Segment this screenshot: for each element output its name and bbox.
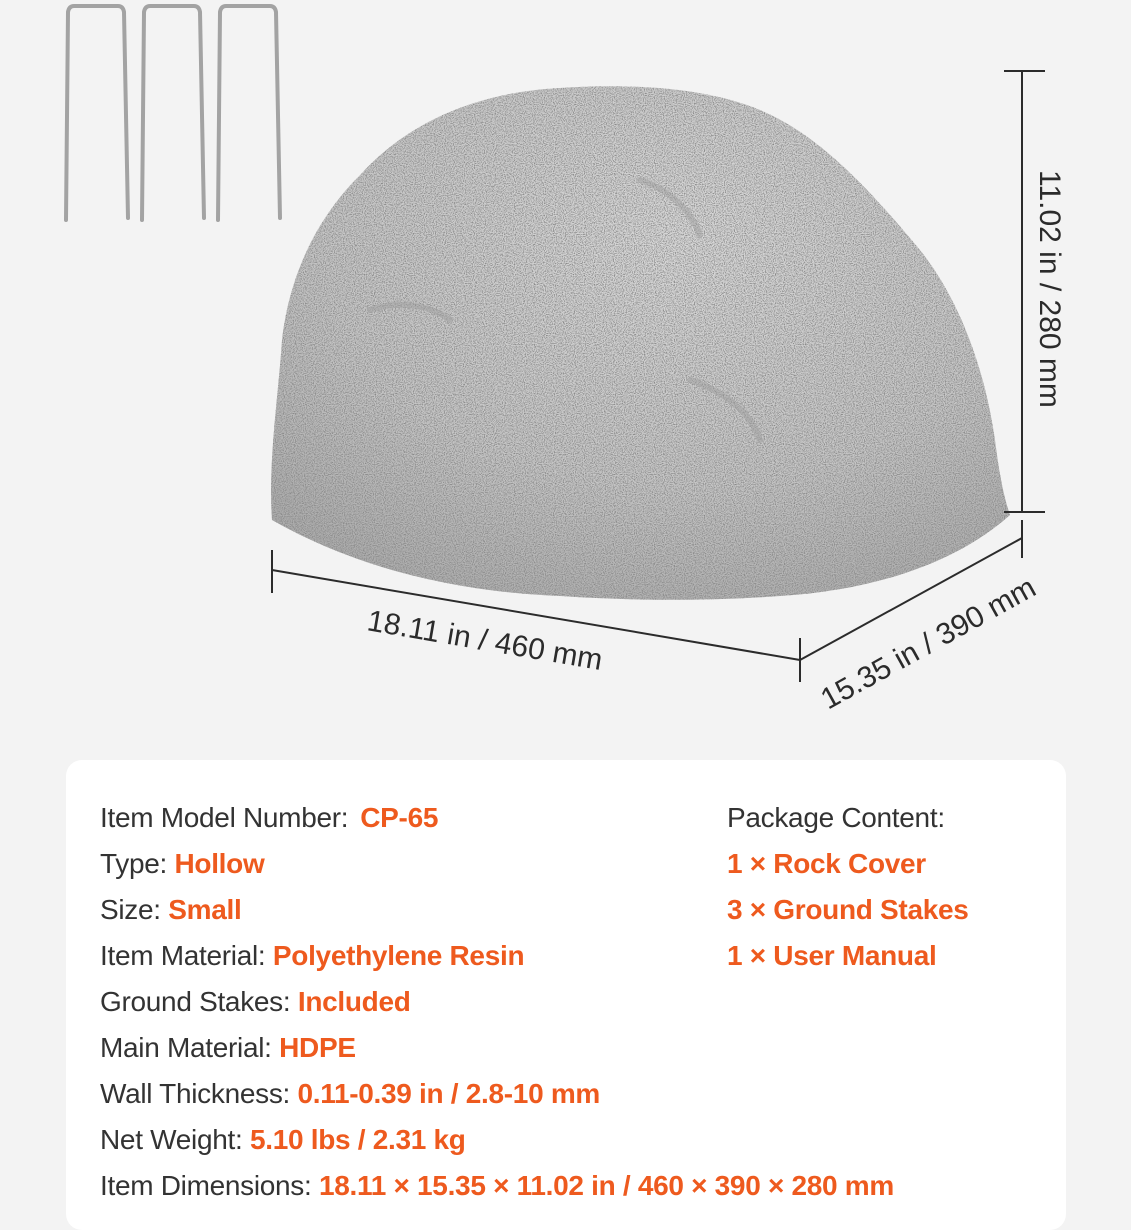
spec-value: Small — [168, 894, 242, 925]
package-content-title: Package Content: — [727, 802, 945, 833]
ground-stakes-icon — [66, 6, 280, 220]
spec-label: Main Material: — [100, 1032, 272, 1063]
package-content — [727, 798, 969, 982]
spec-value: 18.11 × 15.35 × 11.02 in / 460 × 390 × 280 mm — [318, 1170, 894, 1201]
rock-cover-image — [271, 86, 1010, 600]
length-dimension-label: 18.11 in / 460 mm — [364, 604, 605, 677]
width-dimension-label: 15.35 in / 390 mm — [815, 570, 1042, 717]
ground-stake-2 — [142, 6, 204, 220]
spec-label: Item Model Number: — [100, 802, 349, 833]
spec-label: Type: — [100, 848, 167, 879]
spec-value: 0.11-0.39 in / 2.8-10 mm — [297, 1078, 601, 1109]
spec-label: Size: — [100, 894, 161, 925]
spec-row-wall-thickness — [100, 1074, 894, 1120]
spec-row-net-weight — [100, 1120, 894, 1166]
package-item-rock-cover: 1 × Rock Cover — [727, 848, 926, 879]
spec-value: CP-65 — [360, 802, 439, 833]
package-item-user-manual: 1 × User Manual — [727, 940, 937, 971]
spec-value: Included — [297, 986, 411, 1017]
height-dimension-label: 11.02 in / 280 mm — [1033, 170, 1066, 408]
spec-value: Polyethylene Resin — [272, 940, 525, 971]
package-item-ground-stakes: 3 × Ground Stakes — [727, 894, 969, 925]
spec-label: Wall Thickness: — [100, 1078, 290, 1109]
spec-value: Hollow — [174, 848, 265, 879]
ground-stake-1 — [66, 6, 128, 220]
spec-label: Item Dimensions: — [100, 1170, 312, 1201]
spec-label: Net Weight: — [100, 1124, 243, 1155]
spec-label: Item Material: — [100, 940, 266, 971]
ground-stake-3 — [218, 6, 280, 220]
spec-row-main-material — [100, 1028, 894, 1074]
spec-value: 5.10 lbs / 2.31 kg — [249, 1124, 466, 1155]
spec-value: HDPE — [279, 1032, 356, 1063]
spec-label: Ground Stakes: — [100, 986, 291, 1017]
specifications-card — [66, 760, 1066, 1230]
spec-row-item-dimensions — [100, 1166, 894, 1212]
spec-row-ground-stakes — [100, 982, 894, 1028]
